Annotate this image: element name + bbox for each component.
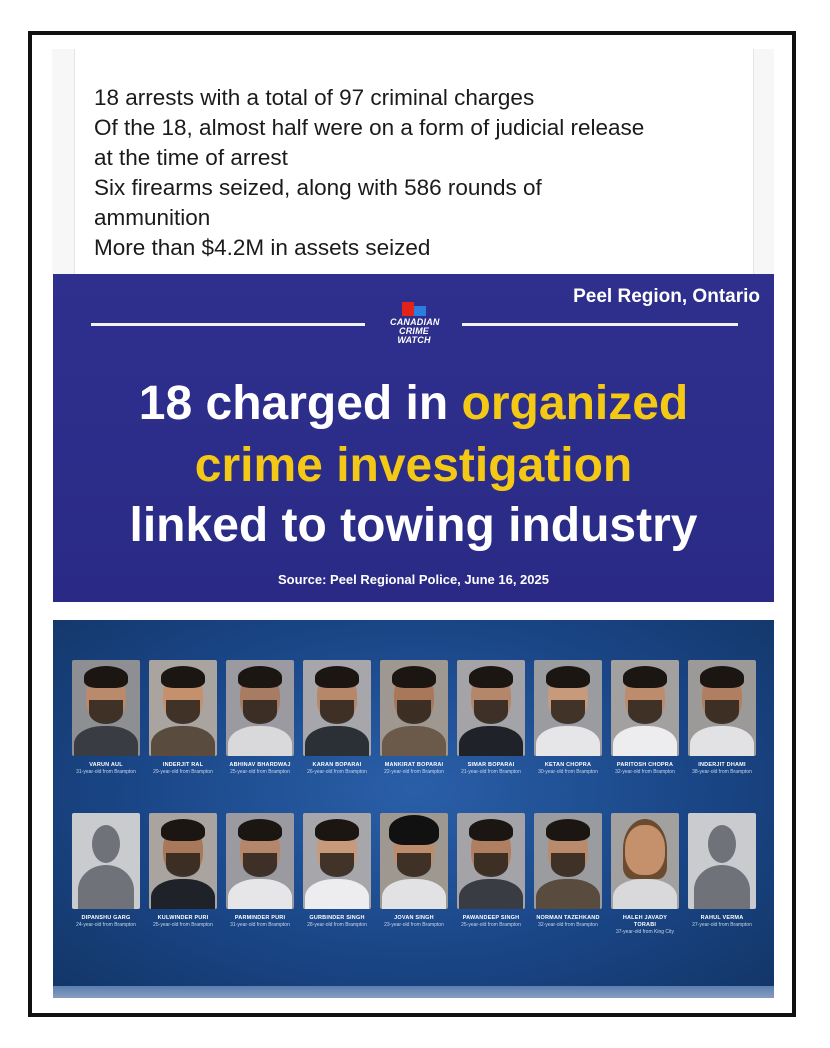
accused-card (226, 660, 294, 776)
accused-name: GURBINDER SINGH (309, 915, 365, 921)
mugshot-photo (303, 660, 371, 756)
accused-name: KULWINDER PURI (157, 915, 209, 921)
accused-card (303, 813, 371, 929)
accused-description: 23-year-old from Brampton (384, 922, 444, 928)
accused-card (303, 660, 371, 776)
accused-name: INDERJIT RAL (162, 762, 204, 768)
news-banner (53, 274, 774, 602)
mugshot-photo (149, 660, 217, 756)
headline-line-3: linked to towing industry (129, 499, 698, 552)
mugshot-photo (534, 660, 602, 756)
accused-name: VARUN AUL (89, 762, 123, 768)
headline-white-1: 18 charged in (138, 377, 462, 430)
accused-name: PARITOSH CHOPRA (616, 762, 674, 768)
placeholder-silhouette-icon (688, 813, 756, 909)
accused-description: 29-year-old from Brampton (153, 769, 213, 775)
accused-name: JOVAN SINGH (394, 915, 434, 921)
mugshot-photo (688, 660, 756, 756)
headline-line-2: crime investigation (194, 439, 633, 492)
accused-description: 28-year-old from Brampton (307, 922, 367, 928)
banner-rule-left (91, 323, 365, 326)
placeholder-silhouette-icon (72, 813, 140, 909)
accused-card (72, 813, 140, 929)
accused-description: 37-year-old from King City (615, 929, 675, 935)
accused-card (457, 660, 525, 776)
accused-card (688, 660, 756, 776)
accused-name: HALEH JAVADY TORABI (622, 915, 668, 928)
post-line-3: at the time of arrest (94, 145, 288, 170)
accused-description: 26-year-old from Brampton (307, 769, 367, 775)
accused-card (380, 813, 448, 929)
accused-card (457, 813, 525, 929)
source-line: Source: Peel Regional Police, June 16, 2025 (278, 572, 549, 587)
accused-description: 21-year-old from Brampton (461, 769, 521, 775)
logo-line-2: CRIME (399, 326, 429, 336)
accused-name: NORMAN TAZEHKAND (536, 915, 600, 921)
region-label: Peel Region, Ontario (573, 286, 760, 307)
mugshot-photo (72, 660, 140, 756)
accused-card (149, 813, 217, 929)
accused-description: 25-year-old from Brampton (153, 922, 213, 928)
accused-name: RAHUL VERMA (700, 915, 744, 921)
accused-description: 27-year-old from Brampton (692, 922, 752, 928)
accused-photo-grid (53, 620, 774, 998)
accused-name: INDERJIT DHAMI (698, 762, 746, 768)
logo-line-3: WATCH (397, 335, 431, 345)
accused-card (611, 813, 679, 936)
accused-card (534, 660, 602, 776)
accused-name: KARAN BOPARAI (312, 762, 362, 768)
accused-description: 32-year-old from Brampton (538, 922, 598, 928)
accused-name: PARMINDER PURI (234, 915, 286, 921)
accused-name: SIMAR BOPARAI (467, 762, 515, 768)
post-line-4: Six firearms seized, along with 586 rounds of (94, 175, 542, 200)
accused-description: 24-year-old from Brampton (76, 922, 136, 928)
headline-yellow-1: organized (461, 377, 689, 430)
banner-rule-right (462, 323, 738, 326)
accused-card (72, 660, 140, 776)
mugshot-photo (611, 813, 679, 909)
mugshot-photo (303, 813, 371, 909)
accused-card (611, 660, 679, 776)
accused-name: DIPANSHU GARG (81, 915, 131, 921)
accused-name: KETAN CHOPRA (544, 762, 592, 768)
accused-name: PAWANDEEP SINGH (462, 915, 520, 921)
maple-leaf-icon (400, 300, 428, 316)
post-text-card (52, 49, 774, 275)
canadian-crime-watch-logo (390, 300, 438, 345)
post-line-6: More than $4.2M in assets seized (94, 235, 431, 260)
logo-line-1: CANADIAN (390, 317, 440, 327)
mugshot-photo (380, 813, 448, 909)
accused-description: 38-year-old from Brampton (692, 769, 752, 775)
accused-description: 32-year-old from Brampton (615, 769, 675, 775)
mugshot-photo (380, 660, 448, 756)
post-line-5: ammunition (94, 205, 211, 230)
accused-description: 25-year-old from Brampton (461, 922, 521, 928)
accused-card (688, 813, 756, 929)
accused-description: 25-year-old from Brampton (230, 769, 290, 775)
mugshot-photo (534, 813, 602, 909)
post-line-2: Of the 18, almost half were on a form of judicial release (94, 115, 645, 140)
accused-description: 22-year-old from Brampton (384, 769, 444, 775)
accused-name: ABHINAV BHARDWAJ (229, 762, 291, 768)
mugshot-photo (149, 813, 217, 909)
mugshot-photo (611, 660, 679, 756)
mugshot-photo (226, 660, 294, 756)
accused-card (149, 660, 217, 776)
accused-card (534, 813, 602, 929)
post-line-1: 18 arrests with a total of 97 criminal charges (94, 85, 535, 110)
headline-line-1 (53, 374, 774, 434)
accused-card (226, 813, 294, 929)
accused-description: 31-year-old from Brampton (76, 769, 136, 775)
mugshot-photo (226, 813, 294, 909)
accused-description: 31-year-old from Brampton (230, 922, 290, 928)
accused-description: 30-year-old from Brampton (538, 769, 598, 775)
mugshot-photo (457, 660, 525, 756)
accused-name: MANKIRAT BOPARAI (384, 762, 444, 768)
mugshot-photo (457, 813, 525, 909)
accused-card (380, 660, 448, 776)
